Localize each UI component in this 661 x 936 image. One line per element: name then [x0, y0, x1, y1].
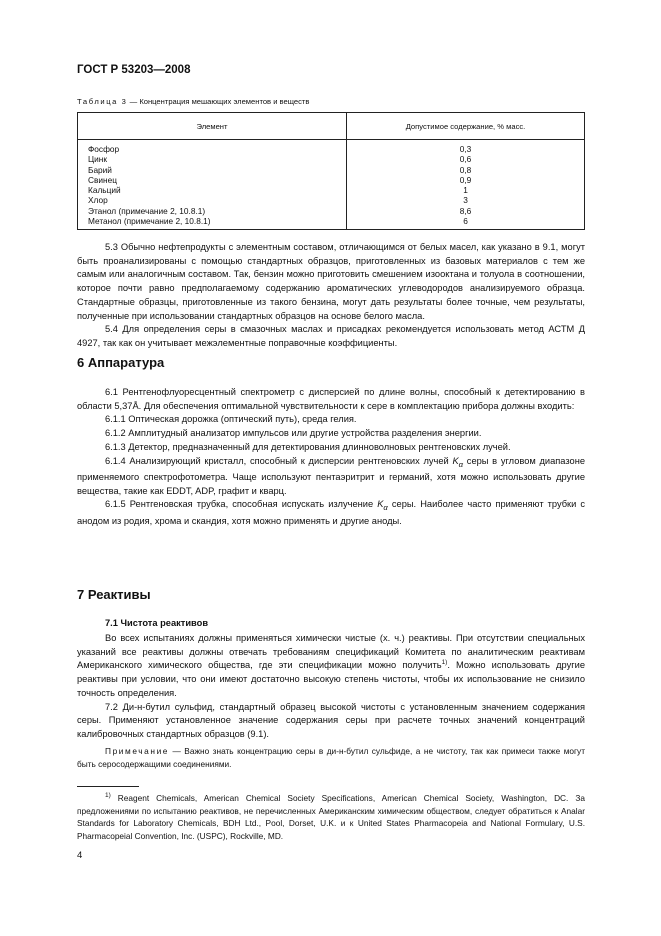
paragraph-5-4: 5.4 Для определения серы в смазочных маслах и присадках рекомендуется использовать метод АСТМ Д 4927, так как он учитывает межэлементные поправочные коэффициенты. — [77, 324, 585, 348]
table-row — [78, 206, 585, 216]
element-cell: Фосфор — [78, 140, 347, 155]
table-row — [78, 175, 585, 185]
document-header: ГОСТ Р 53203—2008 — [77, 64, 191, 76]
table-caption-label: Таблица 3 — [77, 97, 128, 106]
section-5-text — [77, 241, 585, 351]
k-symbol: K — [452, 455, 459, 466]
section-7-text — [77, 632, 585, 742]
footnote-text: Reagent Chemicals, American Chemical Society Specifications, American Chemical Society, Washington, DC. За предложениями по испытанию реактивов, не перечисленных Американским химическим обществом, следует обратиться к Analar Standards for Laboratory Chemicals, BDH Ltd., Pool, Dorset, U.K. и к United States Pharmacopeia and National Formulary, U.S. Pharmacopeial Convention, Inc. (USPC), Rockville, MD. — [77, 793, 585, 841]
paragraph-6-1-4-end: серы в угловом диапазоне применяемого спектрофотометра. Чаще используют пентаэритрит и германий, хотя можно использовать другие вещества, такие как EDDT, ADP, графит и кварц. — [77, 455, 585, 496]
paragraph-6-1-4 — [77, 455, 585, 499]
value-cell: 0,8 — [347, 165, 585, 175]
k-symbol: K — [377, 499, 384, 510]
paragraph-7-2: 7.2 Ди-н-бутил сульфид, стандартный образец высокой чистоты с установленным значением содержания серы. Применяют установленное значение содержания серы при расчете точных значений концентраций калибровочных стандартных образцов (9.1). — [77, 701, 585, 739]
column-header-content: Допустимое содержание, % масс. — [347, 113, 585, 140]
value-cell: 0,6 — [347, 154, 585, 164]
paragraph-6-1-5 — [77, 498, 585, 528]
paragraph-6-1-3: 6.1.3 Детектор, предназначенный для детектирования длинноволновых рентгеновских лучей. — [105, 441, 511, 452]
value-cell: 1 — [347, 185, 585, 195]
footnote-separator — [77, 786, 139, 787]
column-header-element: Элемент — [78, 113, 347, 140]
table-row — [78, 185, 585, 195]
paragraph-5-3: 5.3 Обычно нефтепродукты с элементным составом, отличающимся от белых масел, как указано в 9.1, могут быть проанализированы с помощью стандартных образцов, приготовленных из базовых материалов с тем же самым или аналогичным составом. Так, бензин можно приготовить смешением изооктана и толуола в соотношении, которое почти равно предполагаемому содержанию ароматических углеводородов анализируемого образца. Стандартные образцы, приготовленные из такого бензина, могут дать результаты более точные, чем результаты, полученные при использовании стандартных образцов на основе белого масла. — [77, 242, 585, 321]
footnote — [77, 792, 585, 842]
table-row — [78, 140, 585, 155]
note-block — [77, 745, 585, 770]
subsection-7-1-heading: 7.1 Чистота реактивов — [105, 618, 209, 628]
table-row — [78, 195, 585, 205]
footnote-paragraph — [77, 792, 585, 842]
k-alpha-symbol — [452, 455, 464, 469]
value-cell: 6 — [347, 216, 585, 230]
paragraph-7-1 — [77, 632, 585, 701]
value-cell: 8,6 — [347, 206, 585, 216]
interfering-elements-table — [77, 112, 585, 230]
element-cell: Свинец — [78, 175, 347, 185]
section-7-heading: 7 Реактивы — [77, 587, 151, 602]
note-paragraph — [77, 745, 585, 770]
page-number: 4 — [77, 850, 83, 861]
element-cell: Барий — [78, 165, 347, 175]
element-cell: Этанол (примечание 2, 10.8.1) — [78, 206, 347, 216]
paragraph-6-1-4-start: 6.1.4 Анализирующий кристалл, способный к дисперсии рентгеновских лучей — [105, 455, 453, 466]
paragraph-6-1-5-start: 6.1.5 Рентгеновская трубка, способная испускать излучение — [105, 499, 378, 510]
element-cell: Цинк — [78, 154, 347, 164]
table-row — [78, 165, 585, 175]
value-cell: 3 — [347, 195, 585, 205]
paragraph-7-1-end: . Можно использовать другие реактивы при условии, что они имеют достаточно высокую степень чистоты, чтобы их использование не снизило точность определения. — [77, 660, 585, 698]
table-caption — [77, 97, 309, 106]
table-header-row — [78, 113, 585, 140]
table-row — [78, 216, 585, 230]
paragraph-6-1: 6.1 Рентгенофлуоресцентный спектрометр с дисперсией по длине волны, способный к детектированию в области 5,37Å. Для обеспечения оптимальной чувствительности к сере в комплектацию прибора должны входить: — [77, 387, 585, 411]
paragraph-7-1-start: Во всех испытаниях должны применяться химически чистые (х. ч.) реактивы. При отсутствии специальных указаний все реактивы должны отвечать требованиям спецификаций Комитета по аналитическим реактивам Американского химического общества, где эти спецификации можно получить — [77, 633, 585, 671]
alpha-subscript: α — [383, 503, 388, 513]
paragraph-6-1-2: 6.1.2 Амплитудный анализатор импульсов или другие устройства разделения энергии. — [105, 428, 482, 439]
note-text: — Важно знать концентрацию серы в ди-н-бутил сульфиде, а не чистоту, так как примеси также могут быть серосодержащими соединениями. — [77, 746, 585, 769]
k-alpha-symbol — [377, 499, 388, 513]
paragraph-6-1-5-end: серы. Наиболее часто применяют трубки с анодом из родия, хрома и скандия, хотя можно применять и другие аноды. — [77, 499, 585, 527]
note-label: Примечание — [105, 746, 170, 756]
footnote-reference[interactable]: 1) — [441, 659, 448, 667]
element-cell: Кальций — [78, 185, 347, 195]
footnote-marker: 1) — [105, 792, 111, 800]
element-cell: Метанол (примечание 2, 10.8.1) — [78, 216, 347, 230]
section-6-heading: 6 Аппаратура — [77, 355, 165, 370]
paragraph-6-1-1: 6.1.1 Оптическая дорожка (оптический путь), среда гелия. — [105, 414, 357, 425]
element-cell: Хлор — [78, 195, 347, 205]
table-row — [78, 154, 585, 164]
value-cell: 0,3 — [347, 140, 585, 155]
alpha-subscript: α — [458, 459, 464, 469]
table-caption-text: — Концентрация мешающих элементов и веществ — [127, 97, 310, 106]
section-6-text — [77, 386, 585, 529]
value-cell: 0,9 — [347, 175, 585, 185]
